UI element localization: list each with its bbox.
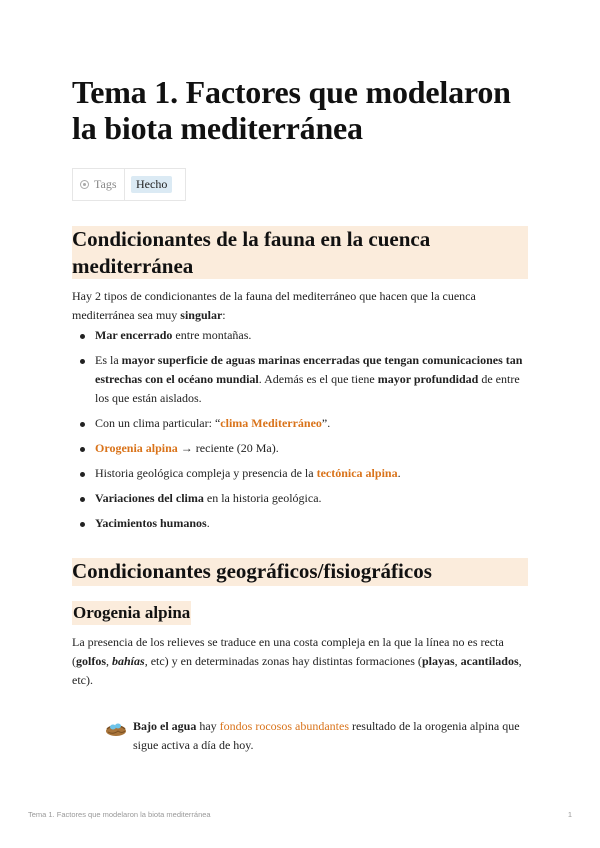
para-text: , etc). (72, 654, 522, 687)
para-bold: playas (421, 654, 455, 668)
para-text: , (106, 654, 112, 668)
bullet-text: entre montañas. (172, 328, 252, 342)
intro-bold: singular (180, 308, 223, 322)
bullet-text: . Además es el que tiene (258, 372, 378, 386)
bullet-highlight: Orogenia alpina (95, 441, 178, 455)
bullet-bold: mayor superficie de aguas marinas encerradas que tengan comunicaciones tan estrechas con el océano mundial (95, 353, 523, 386)
callout (105, 717, 528, 755)
tags-label (73, 169, 125, 200)
para-text: , (454, 654, 461, 668)
tag-badge[interactable]: Hecho (131, 176, 172, 193)
para-text: La presencia de los relieves se traduce en una costa compleja en la que la línea no es recta ( (72, 635, 504, 668)
page-number: 1 (567, 810, 572, 819)
list-item (72, 514, 528, 533)
bullet-bold: mayor profundidad (377, 372, 479, 386)
callout-span: resultado de la orogenia alpina que sigue activa a día de hoy. (133, 719, 520, 752)
intro-paragraph (72, 287, 528, 325)
bullet-bold: Variaciones del clima (95, 491, 204, 505)
para-text: , etc) y en determinadas zonas hay distintas formaciones ( (144, 654, 422, 668)
para-bold: golfos (76, 654, 106, 668)
list-item (72, 464, 528, 483)
intro-text-end: : (222, 308, 226, 322)
list-item (72, 351, 528, 408)
section-heading-fauna: Condicionantes de la fauna en la cuenca mediterránea (72, 226, 528, 279)
bullet-text: . (397, 466, 401, 480)
nest-icon (105, 717, 127, 739)
subheading-orogenia: Orogenia alpina (72, 601, 191, 625)
para-bold: acantilados (460, 654, 519, 668)
properties-table (72, 168, 186, 201)
bullet-text: de entre los que están aislados. (95, 372, 520, 405)
tags-label-text: Tags (94, 177, 117, 191)
bullet-text: . (206, 516, 210, 530)
callout-span: hay (196, 719, 220, 733)
bullet-bold: Mar encerrado (95, 328, 173, 342)
bullet-text: Es la (95, 353, 122, 367)
fauna-list (72, 326, 528, 533)
page-footer (28, 810, 572, 819)
bullet-highlight: tectónica alpina (316, 466, 398, 480)
bullet-highlight: clima Mediterráneo (220, 416, 322, 430)
page-title: Tema 1. Factores que modelaron la biota mediterránea (72, 74, 511, 146)
bullet-bold: Yacimientos humanos (95, 516, 207, 530)
para-bold-italic: bahías (112, 654, 145, 668)
callout-highlight: fondos rocosos abundantes (219, 719, 349, 733)
orogenia-paragraph (72, 633, 528, 690)
intro-text: Hay 2 tipos de condicionantes de la fauna del mediterráneo que hacen que la cuenca mediterránea sea muy (72, 289, 476, 322)
list-item (72, 326, 528, 345)
bullet-text: → reciente (20 Ma). (177, 441, 279, 455)
bullet-text: Historia geológica compleja y presencia de la (95, 466, 317, 480)
callout-bold: Bajo el agua (133, 719, 197, 733)
footer-title: Tema 1. Factores que modelaron la biota mediterránea (28, 810, 211, 819)
list-item (72, 489, 528, 508)
callout-text (133, 717, 528, 755)
section-heading-geografia: Condicionantes geográficos/fisiográficos (72, 558, 528, 586)
tag-circle-icon (80, 180, 89, 189)
list-item (72, 439, 528, 458)
list-item (72, 414, 528, 433)
bullet-text: Con un clima particular: “ (95, 416, 221, 430)
bullet-text: en la historia geológica. (203, 491, 322, 505)
bullet-text: ”. (321, 416, 331, 430)
tags-value[interactable] (125, 169, 172, 200)
